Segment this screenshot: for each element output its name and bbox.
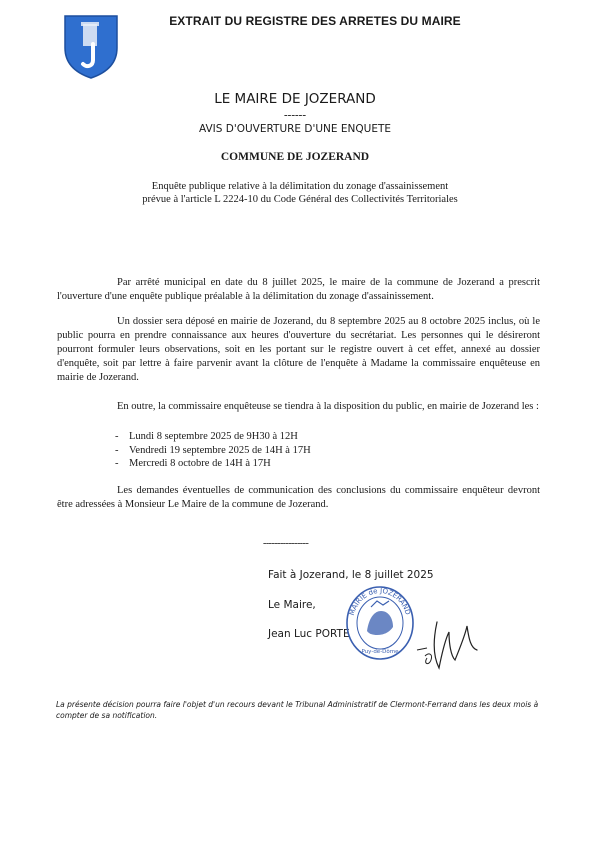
legal-recourse-notice: La présente décision pourra faire l'objet d'un recours devant le Tribunal Administratif de Clermont-Ferrand dans les deux mois à compter de sa notification.: [56, 700, 539, 720]
paragraph-text: Les demandes éventuelles de communication des conclusions du commissaire enquêteur devront être adressées à Monsieur Le Maire de la commune de Jozerand.: [57, 485, 540, 510]
signatory-name: Jean Luc PORTE: [268, 628, 350, 640]
paragraph-text: En outre, la commissaire enquêteuse se tiendra à la disposition du public, en mairie de Jozerand les :: [117, 401, 539, 412]
svg-text:MAIRIE de JOZERAND: MAIRIE de JOZERAND: [347, 586, 412, 617]
paragraph-conclusions: [57, 484, 540, 512]
heading-separator: ------: [284, 109, 306, 121]
notice-title: AVIS D'OUVERTURE D'UNE ENQUETE: [198, 123, 392, 135]
paragraph-text: Par arrêté municipal en date du 8 juillet 2025, le maire de la commune de Jozerand a prescrit l'ouverture d'une enquête publique préalable à la délimitation du zonage d'assainissement.: [57, 277, 540, 302]
svg-text:Puy-de-Dôme: Puy-de-Dôme: [361, 649, 399, 655]
paragraph-text: Un dossier sera déposé en mairie de Jozerand, du 8 septembre 2025 au 8 octobre 2025 inclus, où le public pourra en prendre connaissance aux heures d'ouverture du secrétariat. Les personnes qui le désireront pourront formuler leurs observations, soit en les portant sur le registre ouvert à cet effet, annexé au dossier d'enquête, soit par lettre à faire parvenir avant la clôture de l'enquête à Madame la commissaire enquêteuse en mairie de Jozerand.: [57, 316, 540, 383]
commune-name: COMMUNE DE JOZERAND: [220, 151, 370, 163]
schedule-item: - Mercredi 8 octobre de 14H à 17H: [115, 457, 311, 471]
official-stamp-seal: [343, 581, 417, 661]
document-header-title: EXTRAIT DU REGISTRE DES ARRETES DU MAIRE: [169, 14, 461, 28]
handwritten-signature: [415, 610, 490, 685]
paragraph-dossier: [57, 315, 540, 385]
place-date: Fait à Jozerand, le 8 juillet 2025: [268, 569, 434, 581]
mayor-heading: LE MAIRE DE JOZERAND: [214, 91, 376, 107]
paragraph-permanences: [57, 400, 540, 414]
signature-separator: ----------------: [263, 538, 309, 549]
subject-line-1: Enquête publique relative à la délimitation du zonage d'assainissement: [151, 181, 449, 192]
schedule-item: - Lundi 8 septembre 2025 de 9H30 à 12H: [115, 430, 311, 444]
signatory-role: Le Maire,: [268, 599, 316, 611]
paragraph-arrete: [57, 276, 540, 304]
schedule-list: [115, 430, 311, 471]
subject-block: [80, 180, 520, 206]
schedule-item: - Vendredi 19 septembre 2025 de 14H à 17H: [115, 444, 311, 458]
subject-line-2: prévue à l'article L 2224-10 du Code Général des Collectivités Territoriales: [142, 194, 458, 205]
municipal-crest-logo: [63, 14, 119, 80]
